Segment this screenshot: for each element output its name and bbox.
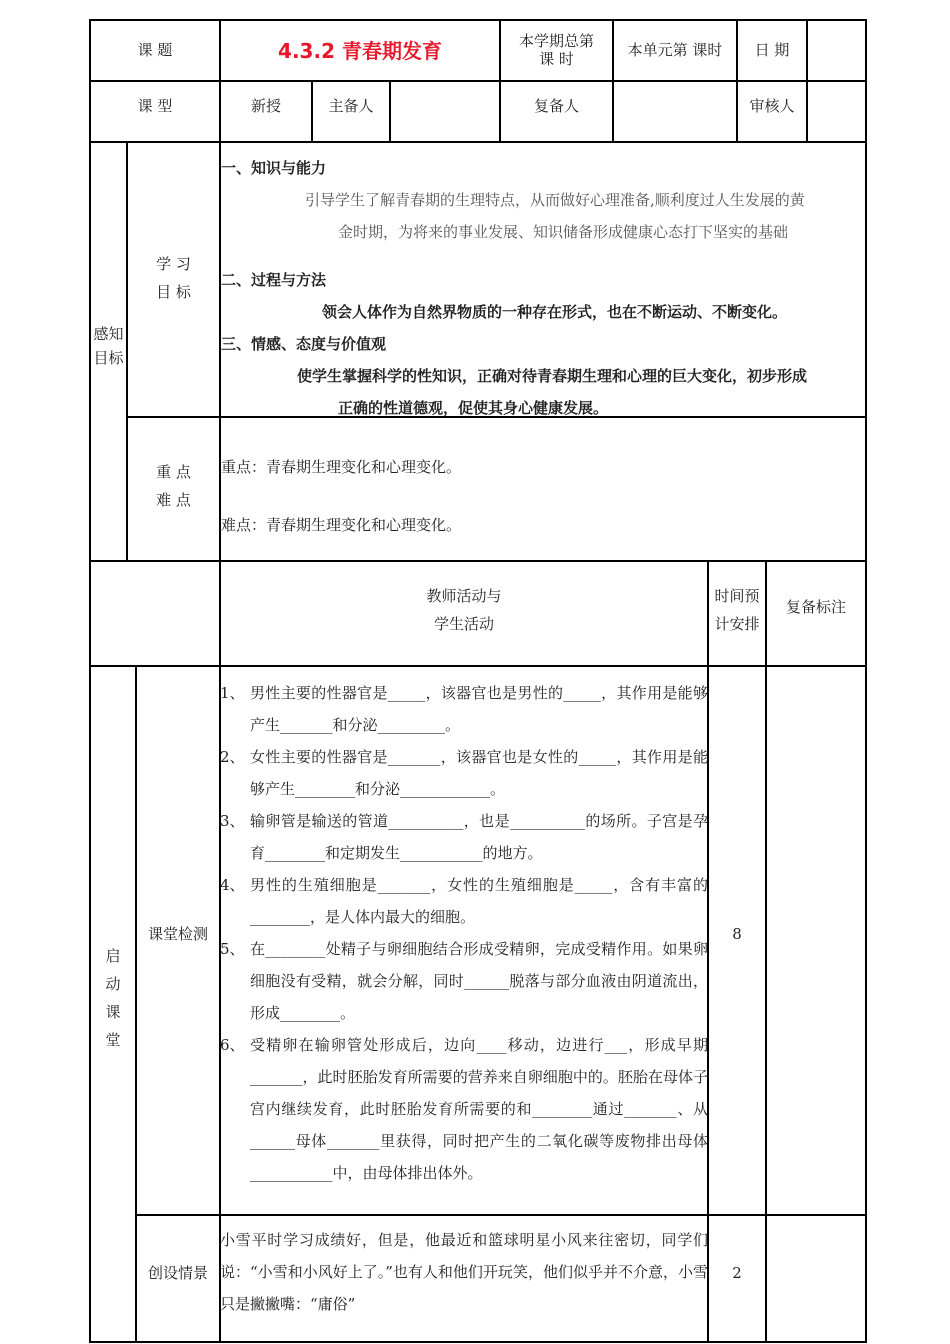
semester-total-label: 本学期总第 课 时	[518, 32, 594, 68]
topic-label: 课 题	[137, 41, 173, 59]
question-item	[220, 1029, 708, 1209]
key-difficult-label: 重 点 难 点	[156, 463, 191, 509]
question-text: 在________处精子与卵细胞结合形成受精卵，完成受精作用。如果卵细胞没有受精，就会分解，同时______脱落与部分血液由阴道流出，形成________。	[250, 940, 708, 1022]
goal-heading-knowledge: 一、知识与能力	[221, 159, 327, 177]
question-number: 1、	[220, 684, 245, 702]
question-number: 3、	[220, 812, 245, 830]
col-line-notes	[765, 560, 767, 1343]
perceive-goals-label: 感知 目标	[93, 325, 124, 367]
border-top	[89, 19, 867, 21]
question-text: 受精卵在输卵管处形成后，边向____移动，边进行___，形成早期_______，此时胚胎发育所需要的营养来自卵细胞中的。胚胎在母体子宫内继续发育，此时胚胎发育所需要的和________通过_______、从______母体_______里获得，同时把产生的二氧化碳等废物排出母体___________中，由母体排出体外。	[250, 1036, 708, 1182]
class-check-label: 课堂检测	[147, 925, 208, 943]
reviewer-label: 审核人	[749, 97, 795, 115]
class-check-time: 8	[732, 925, 742, 943]
border-left	[89, 19, 91, 1343]
row-line-2	[89, 141, 867, 143]
border-right	[865, 19, 867, 1343]
key-point-text: 重点：青春期生理变化和心理变化。	[221, 458, 462, 476]
row-line-3	[89, 560, 867, 562]
question-number: 6、	[220, 1036, 245, 1054]
notes-header: 复备标注	[785, 598, 846, 616]
question-item	[220, 933, 708, 1029]
border-bottom	[89, 1341, 867, 1343]
col-line-sub	[135, 665, 137, 1343]
goal-text-knowledge-2: 金时期，为将来的事业发展、知识储备形成健康心态打下坚实的基础	[338, 223, 789, 241]
question-number: 4、	[220, 876, 245, 894]
col-line-date-value	[806, 19, 808, 143]
goal-text-attitude-2: 正确的性道德观，促使其身心健康发展。	[338, 399, 609, 417]
lesson-title: 4.3.2 青春期发育	[278, 39, 442, 63]
question-number: 2、	[220, 748, 245, 766]
col-line-date	[736, 19, 738, 143]
scenario-text: 小雪平时学习成绩好，但是，他最近和篮球明星小风来往密切，同学们说：“小雪和小风好上了。”也有人和他们开玩笑，他们似乎并不介意，小雪只是撇撇嘴：“庸俗”	[220, 1231, 708, 1313]
unit-lesson-label: 本单元第 课时	[627, 41, 723, 59]
goal-text-process: 领会人体作为自然界物质的一种存在形式，也在不断运动、不断变化。	[322, 303, 788, 321]
question-item	[220, 677, 708, 741]
goal-text-knowledge-1: 引导学生了解青春期的生理特点，从而做好心理准备,顺利度过人生发展的黄	[305, 191, 805, 209]
question-number: 5、	[220, 940, 245, 958]
scenario-time: 2	[732, 1264, 742, 1282]
row-line-1	[89, 80, 867, 82]
co-preparer-label: 复备人	[533, 97, 579, 115]
goal-heading-process: 二、过程与方法	[221, 271, 327, 289]
question-text: 男性主要的性器官是_____，该器官也是男性的_____，其作用是能够产生_______和分泌_________。	[250, 684, 708, 734]
time-header: 时间预 计安排	[714, 587, 760, 633]
learning-goals-label: 学 习 目 标	[156, 255, 191, 301]
row-line-4	[89, 665, 867, 667]
date-label: 日 期	[754, 41, 790, 59]
question-item	[220, 869, 708, 933]
question-item	[220, 805, 708, 869]
goal-text-attitude-1: 使学生掌握科学的性知识，正确对待青春期生理和心理的巨大变化，初步形成	[297, 367, 808, 385]
row-line-scenario	[135, 1214, 867, 1216]
question-text: 女性主要的性器官是_______，该器官也是女性的_____，其作用是能够产生________和分泌____________。	[250, 748, 708, 798]
question-text: 输卵管是输送的管道__________，也是__________的场所。子宫是孕育________和定期发生___________的地方。	[250, 812, 708, 862]
difficult-point-text: 难点：青春期生理变化和心理变化。	[221, 516, 462, 534]
type-label: 课 型	[137, 97, 173, 115]
start-class-label: 启 动 课 堂	[105, 947, 121, 1049]
goal-heading-attitude: 三、情感、态度与价值观	[221, 335, 387, 353]
question-item	[220, 741, 708, 805]
activities-header: 教师活动与 学生活动	[426, 587, 502, 633]
lead-preparer-label: 主备人	[328, 97, 374, 115]
type-value: 新授	[250, 97, 281, 115]
col-line-lead	[389, 80, 391, 143]
question-text: 男性的生殖细胞是_______，女性的生殖细胞是_____，含有丰富的________，是人体内最大的细胞。	[250, 876, 708, 926]
scenario-label: 创设情景	[147, 1264, 208, 1282]
col-line-unit	[612, 19, 614, 143]
